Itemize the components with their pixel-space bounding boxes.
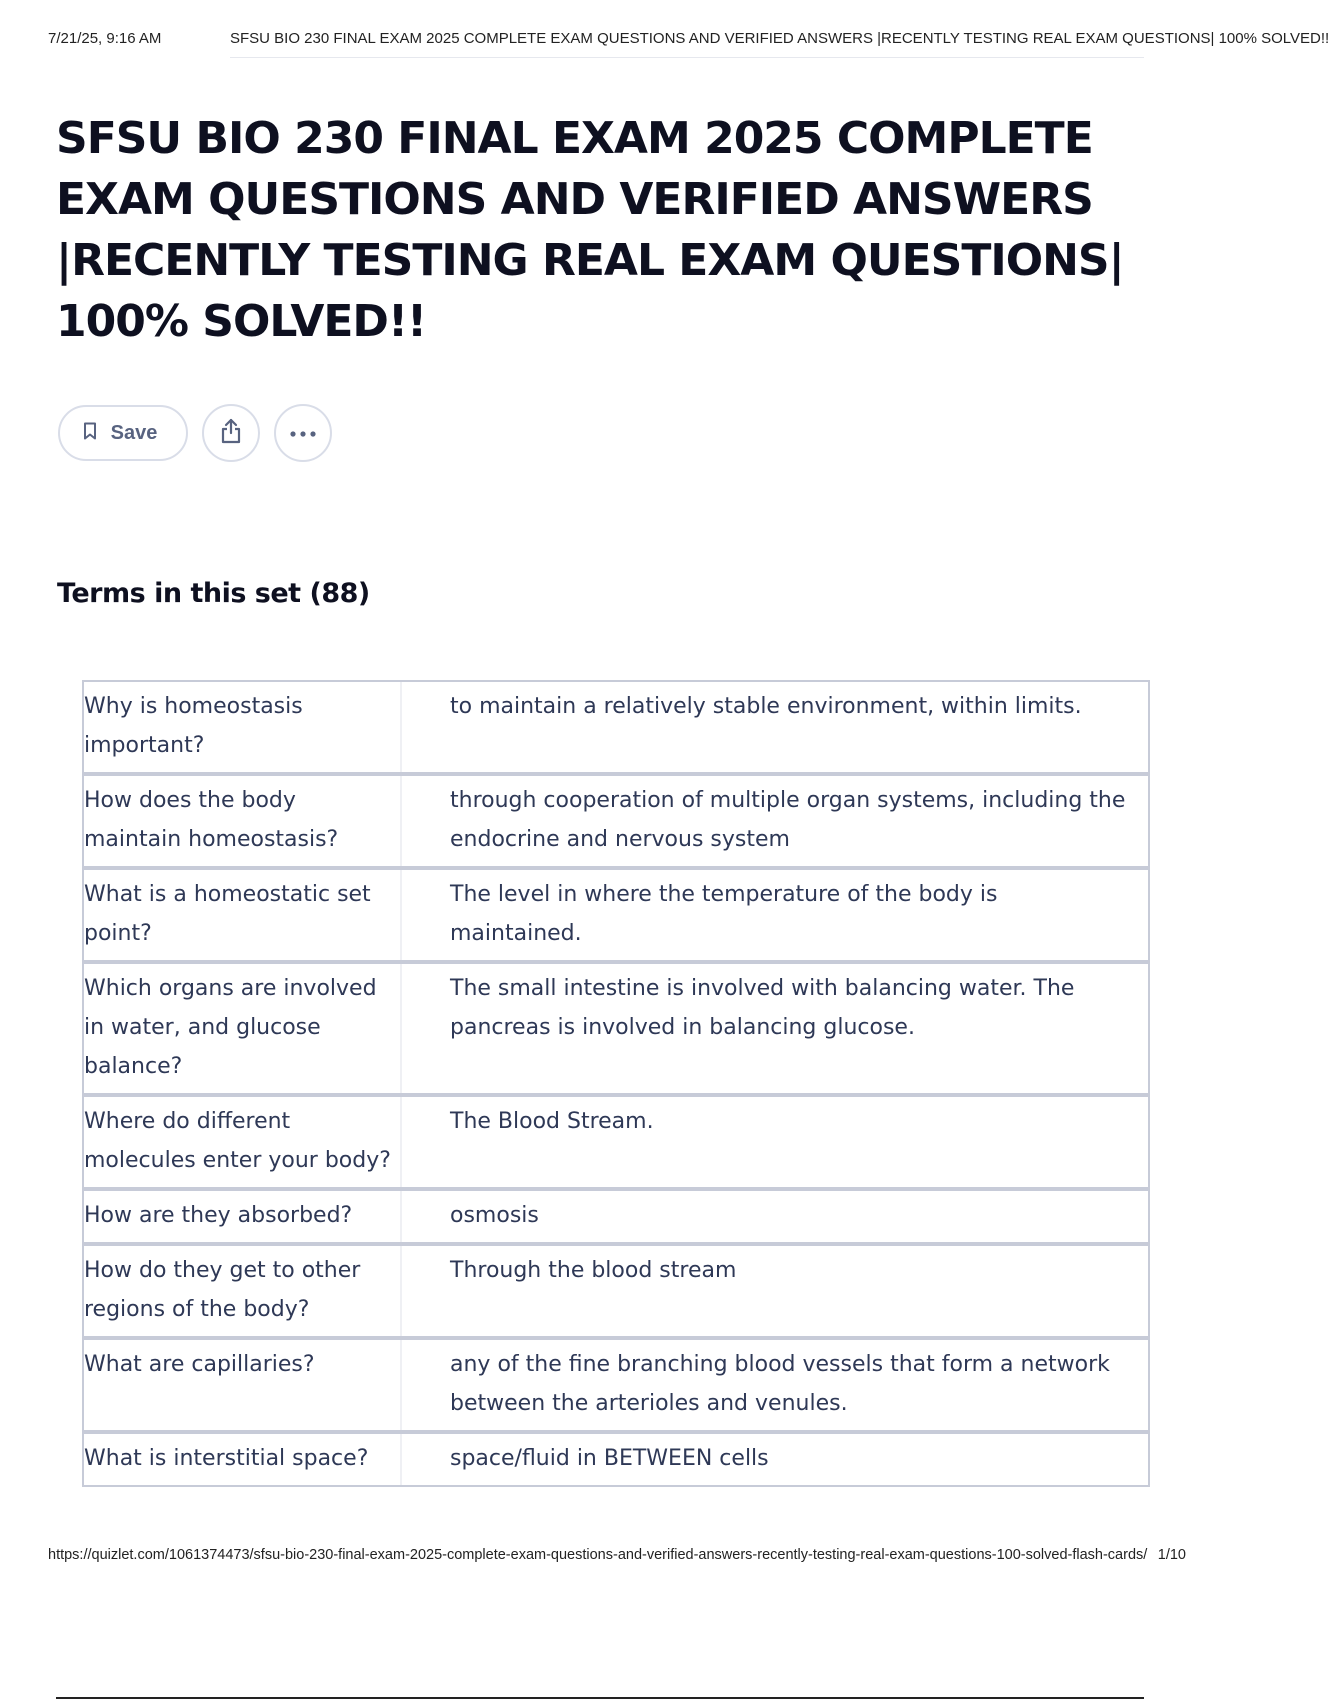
term-definition: to maintain a relatively stable environment, within limits. bbox=[450, 694, 1082, 719]
term-word: What is a homeostatic set point? bbox=[84, 870, 402, 960]
term-row[interactable] bbox=[82, 1432, 1150, 1487]
term-row[interactable] bbox=[82, 774, 1150, 868]
share-button[interactable] bbox=[202, 404, 260, 462]
share-icon bbox=[219, 418, 243, 449]
term-definition: The level in where the temperature of the body is maintained. bbox=[450, 882, 998, 946]
term-word: What are capillaries? bbox=[84, 1340, 402, 1430]
save-button[interactable] bbox=[58, 405, 188, 461]
term-word: Where do different molecules enter your body? bbox=[84, 1097, 402, 1187]
term-row[interactable] bbox=[82, 868, 1150, 962]
more-horizontal-icon bbox=[290, 424, 316, 442]
terms-heading: Terms in this set (88) bbox=[57, 578, 370, 609]
term-definition: osmosis bbox=[450, 1203, 539, 1228]
term-definition: Through the blood stream bbox=[450, 1258, 737, 1283]
term-word: Which organs are involved in water, and glucose balance? bbox=[84, 964, 402, 1093]
page-title: SFSU BIO 230 FINAL EXAM 2025 COMPLETE EXAM QUESTIONS AND VERIFIED ANSWERS |RECENTLY TESTING REAL EXAM QUESTIONS| 100% SOLVED!! bbox=[56, 113, 1124, 347]
term-word: How does the body maintain homeostasis? bbox=[84, 776, 402, 866]
print-date: 7/21/25, 9:16 AM bbox=[48, 30, 162, 47]
header-divider bbox=[230, 57, 1144, 58]
save-button-label: Save bbox=[110, 421, 158, 444]
term-row[interactable] bbox=[82, 1189, 1150, 1244]
terms-list bbox=[82, 680, 1150, 1542]
print-url: https://quizlet.com/1061374473/sfsu-bio-230-final-exam-2025-complete-exam-questions-and-verified-answers-recently-testing-real-exam-questions-100-solved-flash-cards/ bbox=[48, 1547, 1148, 1563]
term-definition: The small intestine is involved with balancing water. The pancreas is involved in balancing glucose. bbox=[450, 976, 1075, 1040]
print-footer bbox=[48, 1547, 1186, 1569]
term-row[interactable] bbox=[82, 962, 1150, 1095]
term-row[interactable] bbox=[82, 680, 1150, 774]
more-options-button[interactable] bbox=[274, 404, 332, 462]
bookmark-icon bbox=[83, 422, 97, 445]
term-row[interactable] bbox=[82, 1244, 1150, 1338]
action-bar bbox=[58, 404, 332, 462]
term-definition: any of the fine branching blood vessels that form a network between the arterioles and venules. bbox=[450, 1352, 1110, 1416]
term-definition: space/fluid in BETWEEN cells bbox=[450, 1446, 769, 1471]
term-definition: through cooperation of multiple organ systems, including the endocrine and nervous system bbox=[450, 788, 1126, 852]
term-row[interactable] bbox=[82, 1095, 1150, 1189]
term-word: Why is homeostasis important? bbox=[84, 682, 402, 772]
print-header bbox=[48, 28, 1329, 50]
term-definition: The Blood Stream. bbox=[450, 1109, 654, 1134]
print-doc-title: SFSU BIO 230 FINAL EXAM 2025 COMPLETE EXAM QUESTIONS AND VERIFIED ANSWERS |RECENTLY TESTING REAL EXAM QUESTIONS| 100% SOLVED!! bbox=[230, 30, 1329, 47]
bottom-divider bbox=[56, 1697, 1144, 1699]
term-word: What is interstitial space? bbox=[84, 1434, 402, 1485]
term-word: How are they absorbed? bbox=[84, 1191, 402, 1242]
term-word: How do they get to other regions of the body? bbox=[84, 1246, 402, 1336]
page-number: 1/10 bbox=[1157, 1547, 1186, 1563]
term-row[interactable] bbox=[82, 1338, 1150, 1432]
